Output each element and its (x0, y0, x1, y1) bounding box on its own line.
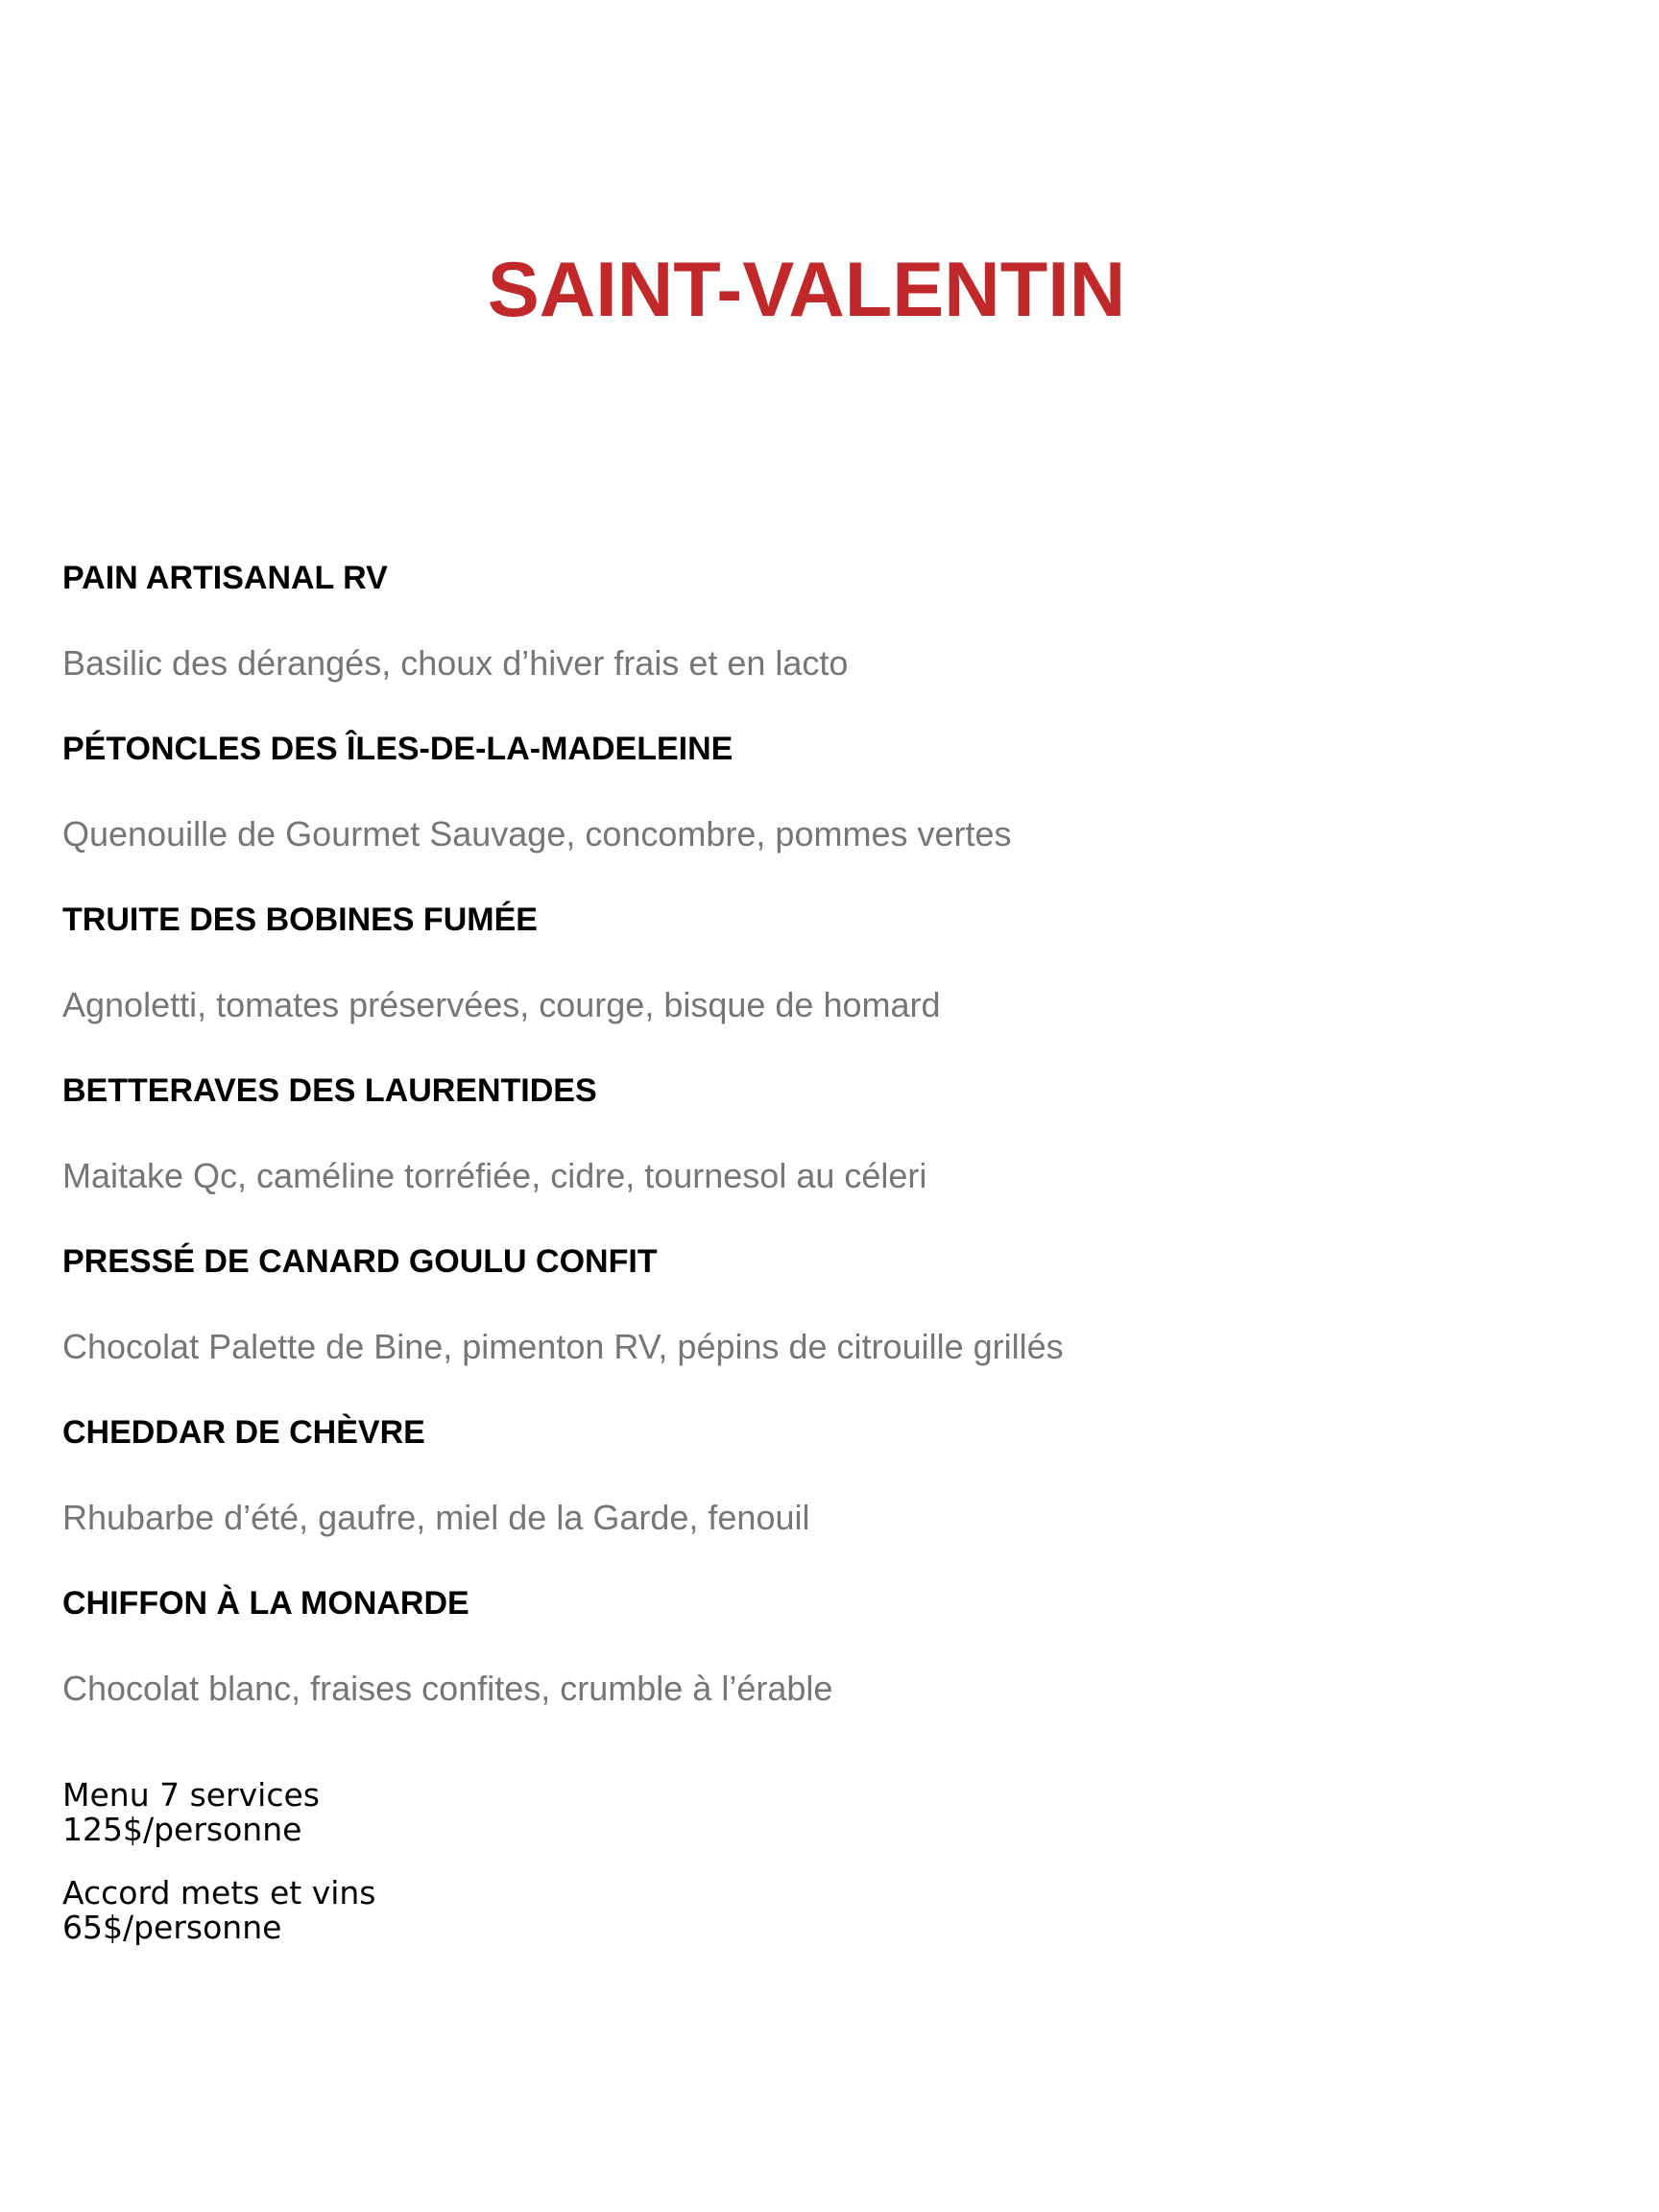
course-name: BETTERAVES DES LAURENTIDES (62, 1072, 597, 1109)
pricing-section (62, 1778, 376, 1974)
course-item (62, 901, 1503, 1071)
pairing-price-block (62, 1876, 376, 1945)
course-description: Chocolat Palette de Bine, pimenton RV, pépins de citrouille grillés (62, 1327, 1064, 1366)
course-item (62, 1413, 1503, 1584)
course-description: Maitake Qc, caméline torréfiée, cidre, tournesol au céleri (62, 1156, 927, 1195)
course-description: Rhubarbe d’été, gaufre, miel de la Garde, fenouil (62, 1498, 810, 1537)
course-name: TRUITE DES BOBINES FUMÉE (62, 902, 538, 938)
course-item (62, 1584, 1503, 1755)
course-item (62, 1242, 1503, 1413)
menu-label: Menu 7 services (62, 1776, 320, 1814)
page-title: SAINT-VALENTIN (487, 247, 1126, 333)
pairing-label: Accord mets et vins (62, 1874, 376, 1911)
course-name: CHIFFON À LA MONARDE (62, 1585, 469, 1622)
course-name: PAIN ARTISANAL RV (62, 560, 388, 596)
course-name: PRESSÉ DE CANARD GOULU CONFIT (62, 1243, 658, 1280)
course-item (62, 559, 1503, 730)
course-list (62, 559, 1503, 1755)
course-description: Quenouille de Gourmet Sauvage, concombre, pommes vertes (62, 814, 1012, 854)
course-description: Agnoletti, tomates préservées, courge, bisque de homard (62, 985, 941, 1024)
course-item (62, 730, 1503, 901)
course-description: Chocolat blanc, fraises confites, crumble à l’érable (62, 1669, 833, 1708)
course-name: CHEDDAR DE CHÈVRE (62, 1414, 425, 1451)
menu-price: 125$/personne (62, 1811, 302, 1848)
pairing-price: 65$/personne (62, 1909, 282, 1946)
course-description: Basilic des dérangés, choux d’hiver frais et en lacto (62, 643, 849, 683)
menu-price-block (62, 1778, 376, 1847)
course-item (62, 1071, 1503, 1242)
course-name: PÉTONCLES DES ÎLES-DE-LA-MADELEINE (62, 731, 733, 767)
